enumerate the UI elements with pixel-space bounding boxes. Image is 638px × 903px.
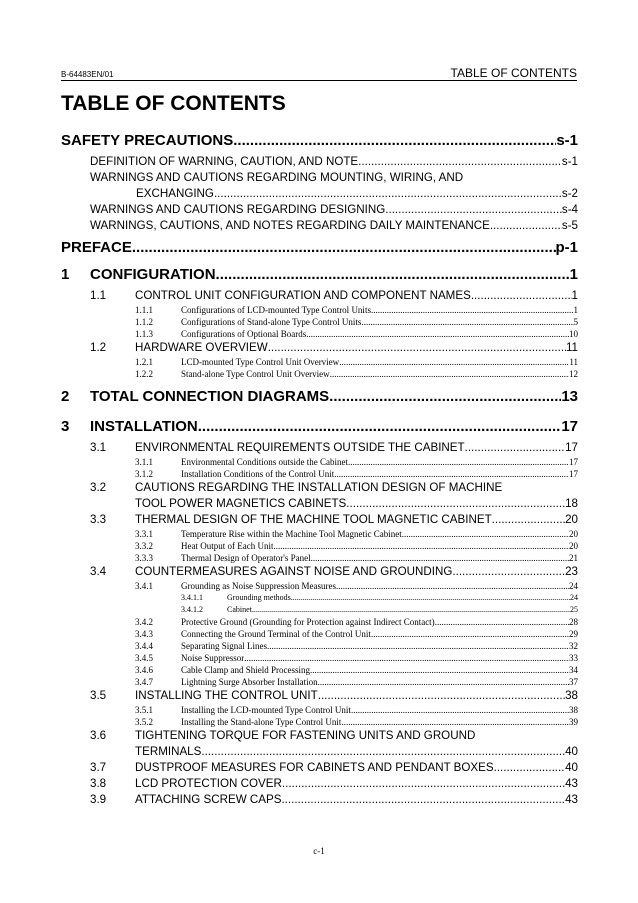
toc-subsection-1-1-2[interactable]: 1.1.2 Configurations of Stand-alone Type Control Units ..... 5 <box>61 317 578 329</box>
toc-subsection-3-4-1-1[interactable]: 3.4.1.1 Grounding methods ..... 24 <box>61 593 578 605</box>
toc-entry-designing[interactable]: WARNINGS AND CAUTIONS REGARDING DESIGNING ..... s-4 <box>61 203 578 219</box>
toc-section-3-3[interactable]: 3.3 THERMAL DESIGN OF THE MACHINE TOOL MAGNETIC CABINET ..... 20 <box>61 513 578 529</box>
toc-section-3-8[interactable]: 3.8 LCD PROTECTION COVER ..... 43 <box>61 777 578 793</box>
toc-subsection-3-4-4[interactable]: 3.4.4 Separating Signal Lines ..... 32 <box>61 641 578 653</box>
page-number: c-1 <box>313 846 325 856</box>
toc-entry-preface[interactable]: PREFACE ..... p-1 <box>61 239 578 262</box>
toc-subsection-3-5-2[interactable]: 3.5.2 Installing the Stand-alone Type Control Unit ..... 39 <box>61 717 578 729</box>
toc-entry-definition[interactable]: DEFINITION OF WARNING, CAUTION, AND NOTE ..... s-1 <box>61 155 578 171</box>
toc-subsection-3-3-1[interactable]: 3.3.1 Temperature Rise within the Machine Tool Magnetic Cabinet ..... 20 <box>61 529 578 541</box>
toc-section-3-6-continued[interactable]: TERMINALS ..... 40 <box>61 745 578 761</box>
toc-chapter-1[interactable]: 1 CONFIGURATION ..... 1 <box>61 266 578 289</box>
toc-section-3-1[interactable]: 3.1 ENVIRONMENTAL REQUIREMENTS OUTSIDE THE CABINET ..... 17 <box>61 441 578 457</box>
toc-section-3-2-continued[interactable]: TOOL POWER MAGNETICS CABINETS ..... 18 <box>61 497 578 513</box>
toc-subsection-3-4-2[interactable]: 3.4.2 Protective Ground (Grounding for Protection against Indirect Contact) ..... 28 <box>61 617 578 629</box>
toc-chapter-3[interactable]: 3 INSTALLATION ..... 17 <box>61 418 578 441</box>
toc-section-3-9[interactable]: 3.9 ATTACHING SCREW CAPS ..... 43 <box>61 793 578 809</box>
toc-subsection-3-1-2[interactable]: 3.1.2 Installation Conditions of the Control Unit ..... 17 <box>61 469 578 481</box>
page-title: TABLE OF CONTENTS <box>61 92 286 115</box>
toc-subsection-3-4-1[interactable]: 3.4.1 Grounding as Noise Suppression Measures ..... 24 <box>61 581 578 593</box>
toc-section-3-4[interactable]: 3.4 COUNTERMEASURES AGAINST NOISE AND GROUNDING ..... 23 <box>61 565 578 581</box>
toc-subsection-3-4-3[interactable]: 3.4.3 Connecting the Ground Terminal of the Control Unit ..... 29 <box>61 629 578 641</box>
toc-subsection-3-4-1-2[interactable]: 3.4.1.2 Cabinet ..... 25 <box>61 605 578 617</box>
toc-subsection-1-2-2[interactable]: 1.2.2 Stand-alone Type Control Unit Overview ..... 12 <box>61 369 578 381</box>
toc-subsection-3-5-1[interactable]: 3.5.1 Installing the LCD-mounted Type Control Unit ..... 38 <box>61 705 578 717</box>
toc-section-3-7[interactable]: 3.7 DUSTPROOF MEASURES FOR CABINETS AND PENDANT BOXES ..... 40 <box>61 761 578 777</box>
toc-section-3-5[interactable]: 3.5 INSTALLING THE CONTROL UNIT ..... 38 <box>61 689 578 705</box>
table-of-contents <box>61 132 578 809</box>
toc-subsection-1-1-1[interactable]: 1.1.1 Configurations of LCD-mounted Type Control Units ..... 1 <box>61 305 578 317</box>
running-header <box>61 66 577 81</box>
toc-section-3-6[interactable]: 3.6 TIGHTENING TORQUE FOR FASTENING UNITS AND GROUND <box>90 729 476 742</box>
toc-subsection-3-1-1[interactable]: 3.1.1 Environmental Conditions outside the Cabinet ..... 17 <box>61 457 578 469</box>
toc-entry-mounting-wiring[interactable]: WARNINGS AND CAUTIONS REGARDING MOUNTING, WIRING, AND <box>90 171 464 184</box>
toc-subsection-3-4-7[interactable]: 3.4.7 Lightning Surge Absorber Installation ..... 37 <box>61 677 578 689</box>
toc-entry-exchanging[interactable]: EXCHANGING ..... s-2 <box>61 187 578 203</box>
toc-section-1-1[interactable]: 1.1 CONTROL UNIT CONFIGURATION AND COMPONENT NAMES ..... 1 <box>61 289 578 305</box>
toc-subsection-3-3-2[interactable]: 3.3.2 Heat Output of Each Unit ..... 20 <box>61 541 578 553</box>
toc-entry-safety-precautions[interactable]: SAFETY PRECAUTIONS ..... s-1 <box>61 132 578 155</box>
toc-section-1-2[interactable]: 1.2 HARDWARE OVERVIEW ..... 11 <box>61 341 578 357</box>
toc-subsection-3-4-6[interactable]: 3.4.6 Cable Clamp and Shield Processing ..... 34 <box>61 665 578 677</box>
document-id: B-64483EN/01 <box>61 70 114 79</box>
toc-section-3-2[interactable]: 3.2 CAUTIONS REGARDING THE INSTALLATION DESIGN OF MACHINE <box>90 481 503 494</box>
header-section-title: TABLE OF CONTENTS <box>450 66 577 80</box>
toc-subsection-3-3-3[interactable]: 3.3.3 Thermal Design of Operator's Panel ..... 21 <box>61 553 578 565</box>
toc-subsection-1-2-1[interactable]: 1.2.1 LCD-mounted Type Control Unit Overview ..... 11 <box>61 357 578 369</box>
toc-entry-daily-maintenance[interactable]: WARNINGS, CAUTIONS, AND NOTES REGARDING DAILY MAINTENANCE ..... s-5 <box>61 219 578 235</box>
toc-subsection-1-1-3[interactable]: 1.1.3 Configurations of Optional Boards ..... 10 <box>61 329 578 341</box>
toc-chapter-2[interactable]: 2 TOTAL CONNECTION DIAGRAMS ..... 13 <box>61 388 578 411</box>
toc-subsection-3-4-5[interactable]: 3.4.5 Noise Suppressor ..... 33 <box>61 653 578 665</box>
